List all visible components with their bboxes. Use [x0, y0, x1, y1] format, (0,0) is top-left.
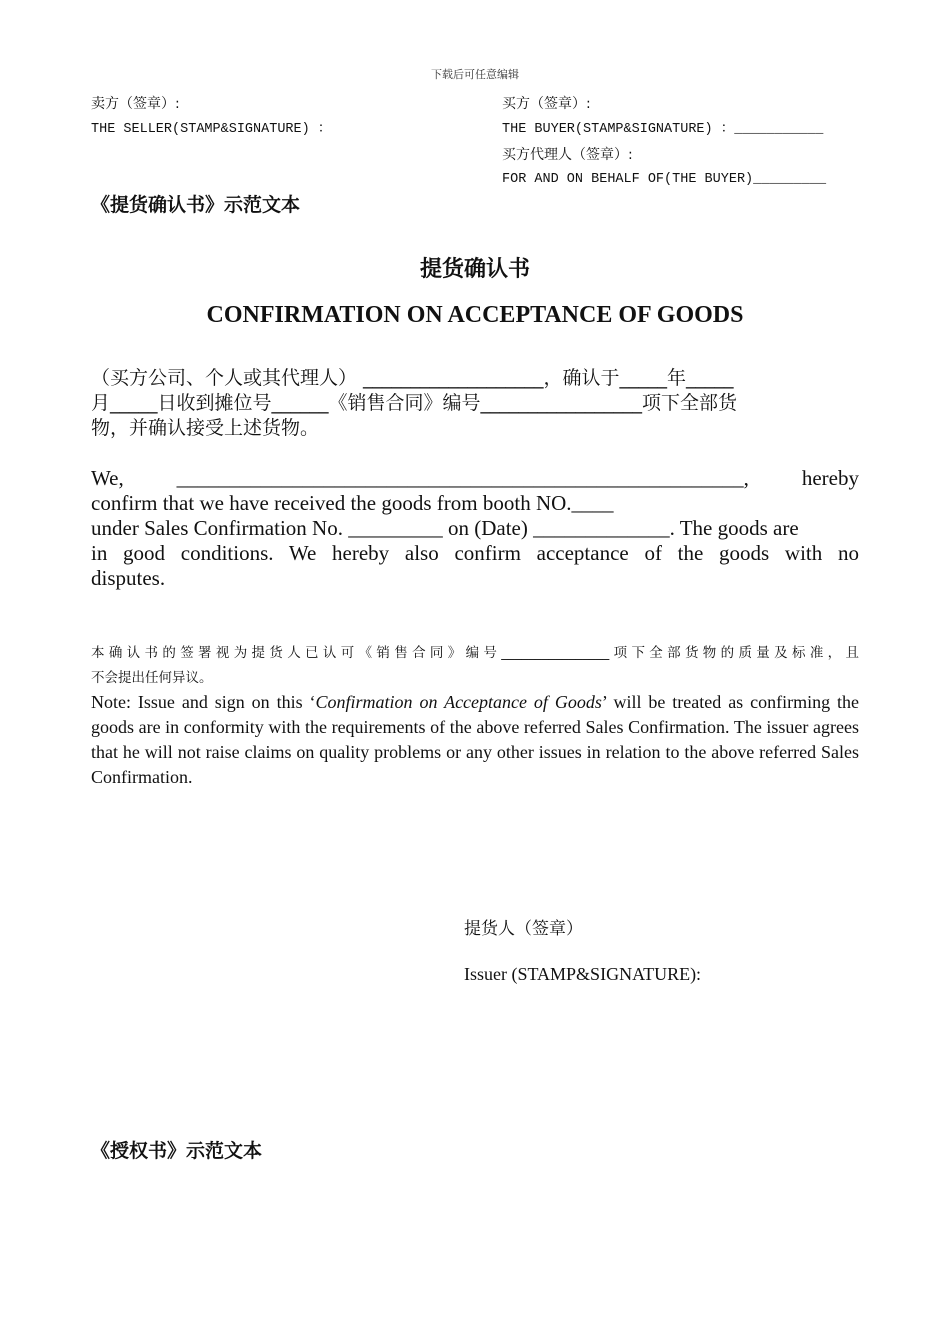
- para-cn-line-1: （买方公司、个人或其代理人） ___________________，确认于_____年_____: [91, 367, 734, 389]
- note-en-prefix: Note: Issue and sign on this ‘: [91, 692, 316, 712]
- para-en-hereby: hereby: [801, 466, 859, 490]
- para-en-blank: ______________________________________________________,: [176, 466, 749, 490]
- para-en-line-3: under Sales Confirmation No. _________ on (Date) _____________. The goods are: [91, 516, 799, 540]
- note-cn-line-1: 本确认书的签署视为提货人已认可《销售合同》编号________________项下全部货物的质量及标准，且: [91, 645, 859, 661]
- issuer-signature-label-cn: 提货人（签章）: [464, 919, 583, 939]
- page-header-note: 下载后可任意编辑: [431, 68, 519, 81]
- document-title-cn: 提货确认书: [419, 257, 530, 282]
- seller-label-en: THE SELLER(STAMP&SIGNATURE) ：: [91, 122, 332, 137]
- buyer-agent-label-cn: 买方代理人（签章）:: [502, 147, 633, 163]
- para-en-line-1: [91, 466, 859, 491]
- para-en-line-5: disputes.: [91, 566, 166, 590]
- para-en-line-4-text: in good conditions. We hereby also confirm acceptance of the goods with no: [91, 541, 859, 565]
- confirmation-paragraph-cn: [91, 366, 859, 441]
- para-cn-line-3: 物，并确认接受上述货物。: [91, 417, 320, 439]
- buyer-agent-label-en: FOR AND ON BEHALF OF(THE BUYER)_________: [502, 172, 827, 187]
- section-title-authorization: 《授权书》示范文本: [91, 1140, 263, 1162]
- issuer-signature-label-en: Issuer (STAMP&SIGNATURE):: [464, 964, 702, 984]
- note-cn: [91, 641, 859, 691]
- note-en: [91, 690, 859, 790]
- para-en-line-4: [91, 541, 859, 566]
- note-cn-line-2: 不会提出任何异议。: [91, 670, 213, 686]
- confirmation-paragraph-en: [91, 466, 859, 591]
- seller-label-cn: 卖方（签章）:: [91, 96, 180, 112]
- para-cn-line-2: 月_____日收到摊位号______《销售合同》编号_________________项下全部货: [91, 392, 738, 414]
- document-title-en: CONFIRMATION ON ACCEPTANCE OF GOODS: [206, 302, 744, 328]
- note-en-document-name: Confirmation on Acceptance of Goods: [315, 692, 602, 712]
- para-en-we: We,: [91, 466, 124, 490]
- note-en-suffix: ’ will be treated as confirming the goods are in conformity with the requirements of the above referred Sales Confirmation. The issuer agrees that he will not raise claims on quality problems or any other issues in relation to the above referred Sales Confirmation.: [91, 692, 860, 787]
- para-en-line-2: confirm that we have received the goods from booth NO.____: [91, 491, 614, 515]
- buyer-label-cn: 买方（签章）:: [502, 96, 591, 112]
- buyer-label-en: THE BUYER(STAMP&SIGNATURE) ：___________: [502, 122, 824, 137]
- section-title-delivery-confirmation: 《提货确认书》示范文本: [91, 194, 301, 216]
